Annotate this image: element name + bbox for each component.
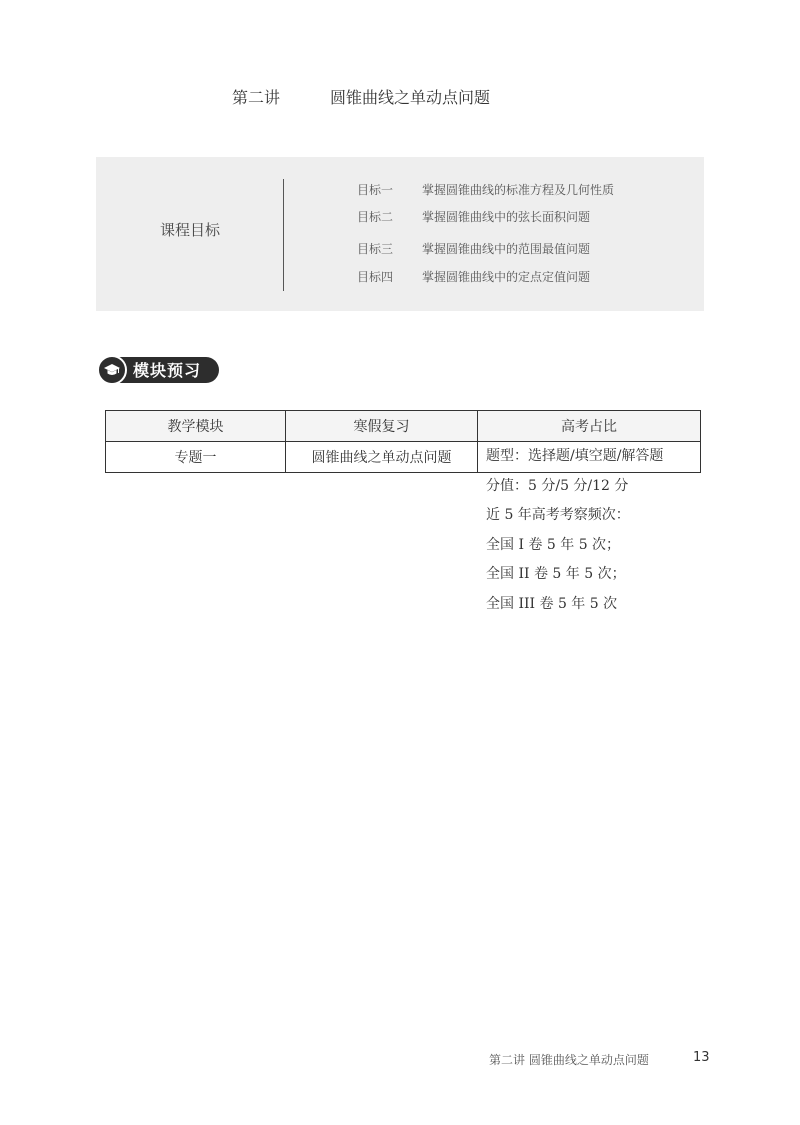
- graduation-cap-icon: [97, 355, 127, 385]
- ratio-line: 全国 III 卷 5 年 5 次: [486, 595, 618, 612]
- table-header: 高考占比: [478, 411, 701, 442]
- goal-key: 目标三: [357, 242, 394, 256]
- goal-text: 掌握圆锥曲线中的范围最值问题: [422, 242, 591, 256]
- table-header: 寒假复习: [286, 411, 478, 442]
- ratio-line: 全国 I 卷 5 年 5 次；: [486, 536, 621, 553]
- goal-text: 掌握圆锥曲线的标准方程及几何性质: [422, 183, 615, 197]
- footer-title: 第二讲 圆锥曲线之单动点问题: [489, 1053, 649, 1067]
- course-goals-box: [96, 157, 704, 311]
- goal-item: [357, 208, 590, 225]
- goal-item: [357, 240, 590, 257]
- course-goals-label: 课程目标: [159, 221, 220, 239]
- goal-key: 目标二: [357, 210, 394, 224]
- lecture-topic: 圆锥曲线之单动点问题: [330, 88, 491, 107]
- review-cell: 圆锥曲线之单动点问题: [286, 442, 478, 473]
- module-heading-text: 模块预习: [133, 361, 202, 380]
- ratio-line: 分值：5 分/5 分/12 分: [486, 477, 629, 494]
- goal-text: 掌握圆锥曲线中的弦长面积问题: [422, 210, 591, 224]
- ratio-cell: [478, 442, 701, 612]
- table-row: [106, 442, 701, 473]
- ratio-line: 近 5 年高考考察频次：: [486, 507, 630, 523]
- goal-key: 目标四: [357, 270, 394, 284]
- goal-item: [357, 268, 590, 285]
- goal-text: 掌握圆锥曲线中的定点定值问题: [422, 270, 591, 284]
- goal-item: [357, 181, 614, 198]
- module-table: [105, 410, 701, 612]
- ratio-line: 题型：选择题/填空题/解答题: [486, 448, 664, 464]
- module-cell: 专题一: [106, 442, 286, 473]
- goals-divider: [283, 179, 284, 291]
- ratio-line: 全国 II 卷 5 年 5 次；: [486, 566, 626, 582]
- table-header: 教学模块: [106, 411, 286, 442]
- table-header-row: [106, 411, 701, 442]
- lecture-number: 第二讲: [232, 88, 281, 107]
- page-title: [0, 85, 800, 109]
- page-number: 13: [693, 1050, 710, 1065]
- goal-key: 目标一: [357, 183, 394, 197]
